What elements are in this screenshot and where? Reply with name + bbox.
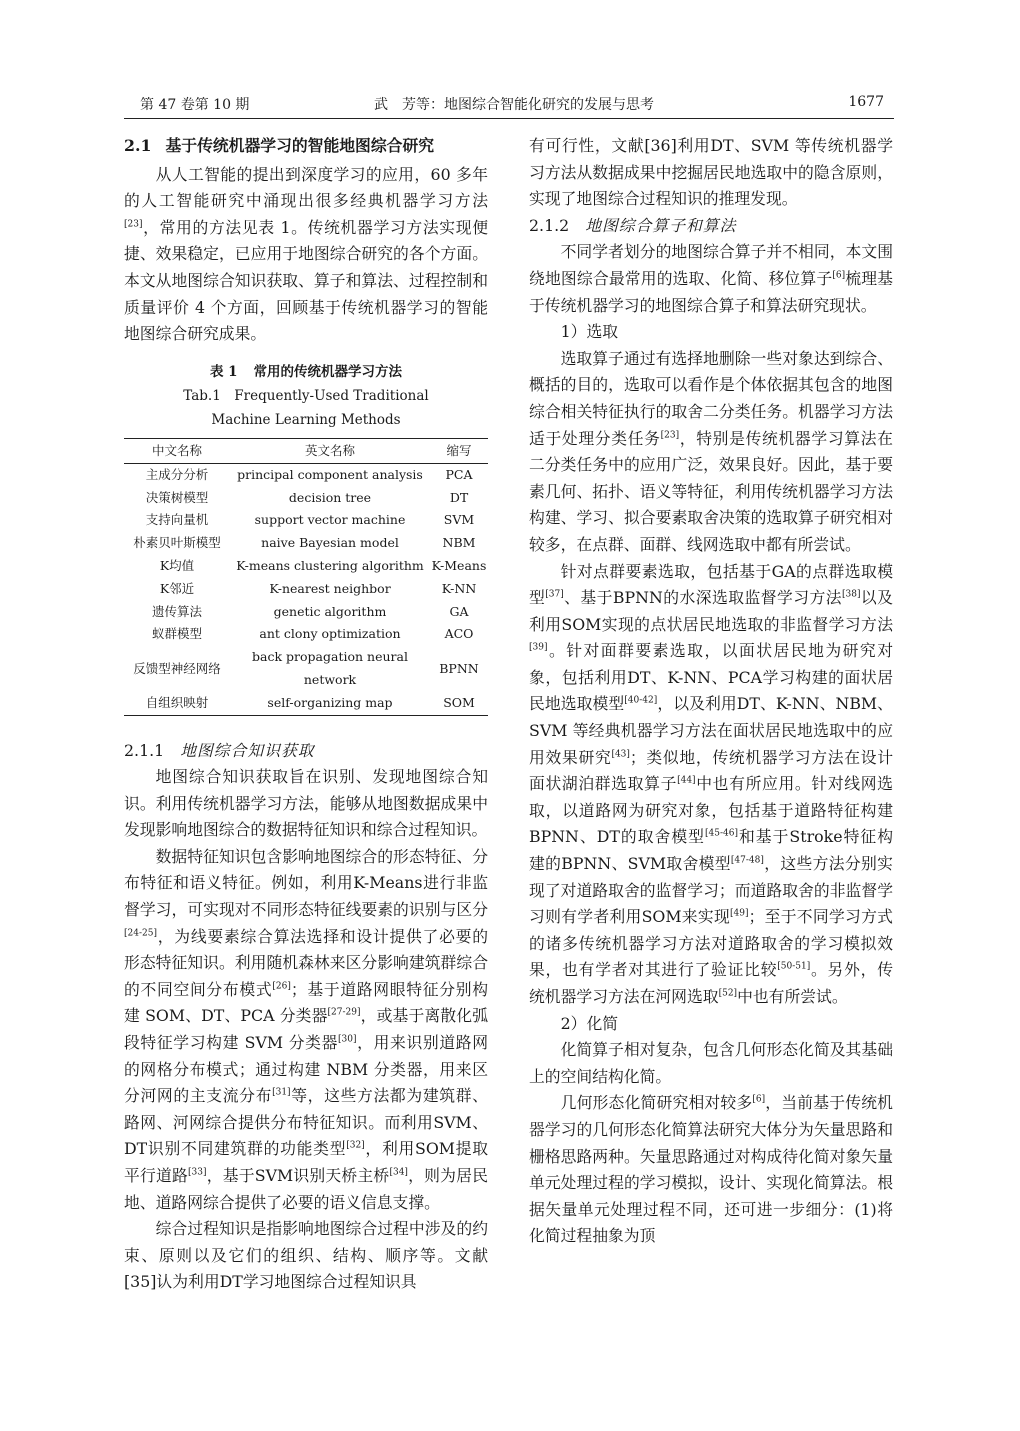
citation[interactable]: [39] bbox=[529, 643, 548, 654]
left-column bbox=[124, 133, 488, 1296]
citation[interactable]: [50-51] bbox=[777, 962, 811, 973]
text-run: ，当前基于传统机器学习的几何形态化简算法研究大体分为矢量思路和栅格思路两种。矢量思路通过对构成待化简对象矢量单元处理过程的学习模拟，设计、实现化简算法。根据矢量单元处理过程不同，还可进一步细分：(1)将化简过程抽象为顶 bbox=[529, 1093, 893, 1246]
cell-cn: 遗传算法 bbox=[151, 603, 202, 619]
text-run: 以及利用SOM实现的点状居民地选取的非监督学习方法 bbox=[529, 588, 893, 634]
cell-cn: 自组织映射 bbox=[145, 694, 209, 710]
citation[interactable]: [49] bbox=[730, 908, 749, 919]
paragraph-selection bbox=[529, 346, 893, 559]
section-number: 2.1 bbox=[124, 136, 152, 155]
subsection-number: 2.1.2 bbox=[529, 215, 570, 235]
table-row bbox=[124, 555, 488, 578]
paragraph-selection-methods bbox=[529, 559, 893, 1011]
cell-abbr: NBM bbox=[442, 535, 476, 551]
text-run: ，这些方法分别实现了对道路取舍的监督学习；而道路取舍的非监督学习则有学者利用SOM来实现 bbox=[529, 854, 893, 927]
text-run: 。另外，传统机器学习方法在河网选取 bbox=[529, 960, 893, 1006]
text-run: 和基于Stroke特征构建的BPNN、SVM取舍模型 bbox=[529, 827, 893, 874]
col-header-abbr: 缩写 bbox=[446, 442, 472, 458]
right-column bbox=[529, 133, 893, 1250]
cell-en: decision tree bbox=[288, 489, 372, 505]
cell-en: back propagation neural network bbox=[252, 649, 408, 687]
col-header-cn-name: 中文名称 bbox=[151, 442, 202, 458]
cell-cn: 反馈型神经网络 bbox=[133, 660, 221, 676]
cell-cn: 支持向量机 bbox=[145, 512, 209, 528]
table-1 bbox=[124, 362, 488, 716]
cell-abbr: K-NN bbox=[441, 580, 477, 596]
table-row bbox=[124, 487, 488, 510]
cell-en: support vector machine bbox=[254, 512, 406, 528]
cell-abbr: SVM bbox=[443, 512, 475, 528]
cell-en: principal component analysis bbox=[237, 466, 423, 482]
paragraph-data-feature bbox=[124, 844, 488, 1216]
citation[interactable]: [38] bbox=[841, 589, 861, 600]
subsection-number: 2.1.1 bbox=[124, 740, 165, 760]
text-run: 不同学者划分的地图综合算子并不相同，本文围绕地图综合最常用的选取、化简、移位算子 bbox=[529, 242, 893, 288]
subsection-heading-211 bbox=[124, 738, 488, 765]
table-row bbox=[124, 692, 488, 715]
text-run: 数据特征知识包含影响地图综合的形态特征、分布特征和语义特征。例如，利用K-Means进行非监督学习，可实现对不同形态特征线要素的识别与区分 bbox=[124, 846, 488, 920]
table-row bbox=[124, 646, 488, 692]
text-run: 梳理基于传统机器学习的地图综合算子和算法研究现状。 bbox=[529, 268, 893, 315]
text-run: ，以及利用DT、K-NN、NBM、SVM 等经典机器学习方法在面状居民地选取中的应用效果研究 bbox=[529, 694, 893, 767]
cell-abbr: K-Means bbox=[431, 557, 487, 573]
table-caption-cn bbox=[124, 362, 488, 382]
cell-cn: 主成分分析 bbox=[145, 466, 209, 482]
paragraph-operators bbox=[529, 239, 893, 319]
text-run: 选取算子通过有选择地删除一些对象达到综合、概括的目的，选取可以看作是个体依据其包含的地图综合相关特征执行的取舍二分类任务。机器学习方法适于处理分类任务 bbox=[529, 348, 893, 448]
citation[interactable]: [26] bbox=[272, 981, 291, 992]
citation[interactable]: [45-46] bbox=[704, 829, 738, 840]
table-row bbox=[124, 463, 488, 486]
col-header-en-name: 英文名称 bbox=[304, 442, 355, 458]
paragraph-knowledge: 地图综合知识获取旨在识别、发现地图综合知识。利用传统机器学习方法，能够从地图数据成果中发现影响地图综合的数据特征知识和综合过程知识。 bbox=[124, 767, 488, 840]
item-simplification: 2）化简 bbox=[560, 1013, 619, 1033]
citation[interactable]: [52] bbox=[718, 988, 738, 999]
citation[interactable]: [32] bbox=[346, 1141, 365, 1152]
citation[interactable]: [24-25] bbox=[124, 928, 157, 939]
paragraph-intro bbox=[124, 162, 488, 348]
cell-en: genetic algorithm bbox=[273, 603, 387, 619]
cell-abbr: PCA bbox=[445, 466, 473, 482]
table-row bbox=[124, 623, 488, 646]
cell-cn: K均值 bbox=[159, 557, 195, 573]
paragraph-process-knowledge: 综合过程知识是指影响地图综合过程中涉及的约束、原则以及它们的组织、结构、顺序等。文献[35]认为利用DT学习地图综合过程知识具 bbox=[124, 1219, 488, 1292]
text-run: ；类似地，传统机器学习方法在设计面状湖泊群选取算子 bbox=[529, 747, 893, 794]
text-run: ，基于SVM识别天桥主桥 bbox=[206, 1166, 390, 1186]
citation[interactable]: [23] bbox=[124, 219, 143, 230]
table-caption-en: Tab.1 Frequently-Used Traditional Machine Learning Methods bbox=[183, 387, 429, 428]
text-run: ；至于不同学习方式的诸多传统机器学习方法对道路取舍的学习模拟效果，也有学者对其进行了验证比较 bbox=[529, 907, 893, 980]
cell-abbr: ACO bbox=[444, 626, 474, 642]
text-run: ，利用SOM提取平行道路 bbox=[124, 1139, 488, 1186]
cell-cn: 蚁群模型 bbox=[151, 626, 202, 642]
cell-en: K-means clustering algorithm bbox=[236, 557, 424, 573]
citation[interactable]: [37] bbox=[545, 589, 564, 600]
citation[interactable]: [31] bbox=[272, 1087, 291, 1098]
methods-table bbox=[124, 438, 488, 716]
cell-abbr: GA bbox=[449, 603, 469, 619]
text-run: ；基于道路网眼特征分别构建 SOM、DT、PCA 分类器 bbox=[124, 979, 488, 1026]
cell-en: ant clony optimization bbox=[259, 626, 401, 642]
citation[interactable]: [44] bbox=[677, 775, 696, 786]
text-run: ，则为居民地、道路网综合提供了必要的语义信息支撑。 bbox=[124, 1166, 488, 1212]
table-row bbox=[124, 532, 488, 555]
subsection-title: 地图综合算子和算法 bbox=[585, 215, 737, 235]
subsection-title: 地图综合知识获取 bbox=[180, 740, 315, 760]
text-run: 几何形态化简研究相对较多 bbox=[560, 1093, 753, 1113]
section-title: 基于传统机器学习的智能地图综合研究 bbox=[165, 136, 435, 155]
text-run: 针对点群要素选取，包括基于GA的点群选取模型 bbox=[529, 561, 893, 608]
table-number: 表 1 bbox=[209, 363, 238, 380]
citation[interactable]: [43] bbox=[611, 749, 630, 760]
citation[interactable]: [27-29] bbox=[327, 1008, 361, 1019]
text-run: ，或基于离散化弧段特征学习构建 SVM 分类器 bbox=[124, 1006, 488, 1053]
table-body bbox=[124, 463, 488, 715]
paragraph-process-knowledge-cont: 有可行性，文献[36]利用DT、SVM 等传统机器学习方法从数据成果中挖掘居民地选取中的隐含原则，实现了地图综合过程知识的推理发现。 bbox=[529, 136, 893, 209]
cell-en: self-organizing map bbox=[267, 694, 393, 710]
cell-abbr: BPNN bbox=[439, 660, 479, 676]
paragraph-geometric-simplification bbox=[529, 1090, 893, 1250]
text-run: 等，这些方法都为建筑群、路网、河网综合提供分布特征知识。而利用SVM、DT识别不同建筑群的功能类型 bbox=[124, 1086, 488, 1159]
text-run: ，常用的方法见表 1。传统机器学习方法实现便捷、效果稳定，已应用于地图综合研究的各个方面。本文从地图综合知识获取、算子和算法、过程控制和质量评价 4 个方面，回顾基于传统机器学习的智能地图综合研究成果。 bbox=[124, 217, 488, 344]
citation[interactable]: [33] bbox=[188, 1167, 207, 1178]
running-header bbox=[124, 88, 894, 119]
cell-cn: 决策树模型 bbox=[145, 489, 209, 505]
table-header-row bbox=[124, 438, 488, 463]
cell-abbr: DT bbox=[449, 489, 469, 505]
cell-cn: K邻近 bbox=[159, 580, 195, 596]
text-run: 中也有所尝试。 bbox=[737, 987, 848, 1006]
text-run: ，特别是传统机器学习算法在二分类任务中的应用广泛，效果良好。因此，基于要素几何、拓扑、语义等特征，利用传统机器学习方法构建、学习、拟合要素取舍决策的选取算子研究相对较多，在点群、面群、线网选取中都有所尝试。 bbox=[529, 428, 893, 554]
citation[interactable]: [23] bbox=[660, 430, 680, 441]
citation[interactable]: [34] bbox=[389, 1167, 408, 1178]
cell-en: K-nearest neighbor bbox=[269, 580, 391, 596]
item-selection: 1）选取 bbox=[560, 322, 619, 342]
table-row bbox=[124, 578, 488, 601]
cell-abbr: SOM bbox=[443, 694, 475, 710]
citation[interactable]: [30] bbox=[338, 1034, 357, 1045]
page-number: 1677 bbox=[848, 94, 884, 110]
citation[interactable]: [6] bbox=[832, 270, 846, 281]
cell-en: naive Bayesian model bbox=[261, 535, 399, 551]
section-heading bbox=[124, 133, 488, 160]
text-run: 。针对面群要素选取，以面状居民地为研究对象，包括利用DT、K-NN、PCA学习构建的面状居民地选取模型 bbox=[529, 641, 893, 714]
cell-cn: 朴素贝叶斯模型 bbox=[133, 535, 221, 551]
text-run: 、基于BPNN的水深选取监督学习方法 bbox=[563, 588, 842, 608]
journal-volume-issue: 第 47 卷第 10 期 bbox=[140, 97, 250, 113]
text-run: ，为线要素综合算法选择和设计提供了必要的形态特征知识。利用随机森林来区分影响建筑群综合的不同空间分布模式 bbox=[124, 926, 488, 999]
paragraph-simplification: 化简算子相对复杂，包含几何形态化简及其基础上的空间结构化简。 bbox=[529, 1040, 893, 1086]
citation[interactable]: [40-42] bbox=[624, 696, 658, 707]
text-run: 中也有所应用。针对线网选取，以道路网为研究对象，包括基于道路特征构建BPNN、DT的取舍模型 bbox=[529, 774, 893, 847]
running-title: 武 芳等：地图综合智能化研究的发展与思考 bbox=[374, 97, 654, 113]
table-row bbox=[124, 601, 488, 624]
text-run: 从人工智能的提出到深度学习的应用，60 多年的人工智能研究中涌现出很多经典机器学习方法 bbox=[124, 164, 488, 211]
table-row bbox=[124, 509, 488, 532]
citation[interactable]: [6] bbox=[752, 1095, 766, 1106]
citation[interactable]: [47-48] bbox=[730, 855, 764, 866]
text-run: ，用来识别道路网的网格分布模式；通过构建 NBM 分类器，用来区分河网的主支流分布 bbox=[124, 1033, 488, 1106]
table-title-cn: 常用的传统机器学习方法 bbox=[253, 363, 403, 380]
subsection-heading-212 bbox=[529, 213, 893, 240]
